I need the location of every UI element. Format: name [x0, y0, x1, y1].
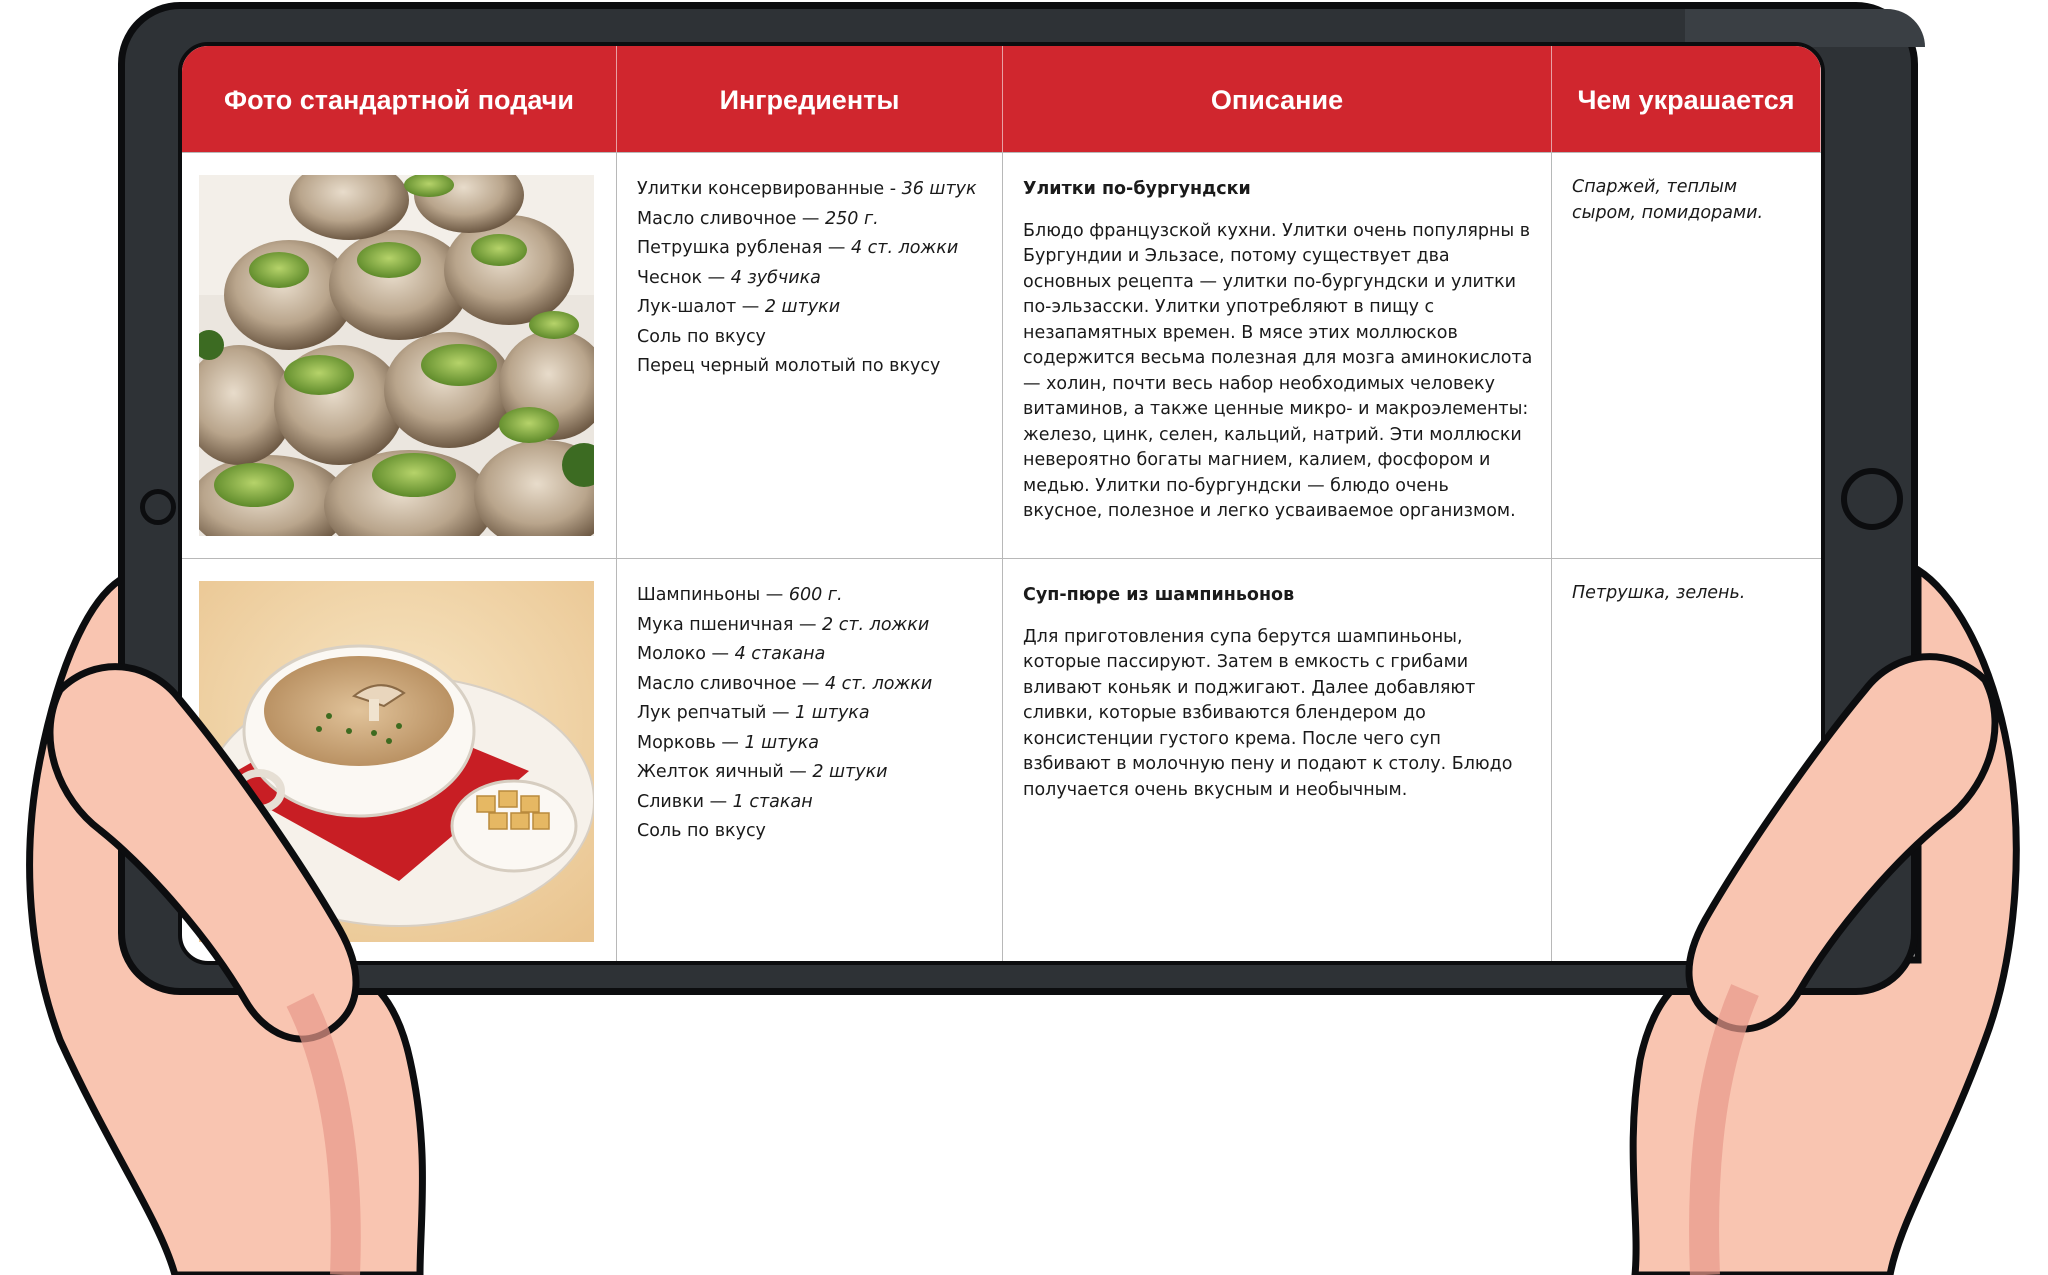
header-photo: Фото стандартной подачи — [182, 46, 617, 152]
ingredient-line: Морковь — 1 штука — [637, 732, 820, 753]
header-ingredients: Ингредиенты — [617, 46, 1003, 152]
ingredient-line: Перец черный молотый по вкусу — [637, 356, 941, 376]
dish-title: Суп-пюре из шампиньонов — [1023, 585, 1295, 605]
ingredient-line: Соль по вкусу — [637, 821, 766, 841]
ingredient-line: Мука пшеничная — 2 ст. ложки — [637, 614, 930, 635]
ingredient-line: Масло сливочное — 250 г. — [637, 208, 879, 229]
ingredient-line: Петрушка рубленая — 4 ст. ложки — [637, 238, 959, 258]
dish-description: Блюдо французской кухни. Улитки очень популярны в Бургундии и Эльзасе, потому существует два основных рецепта — улитки по-бургундски и улитки по-эльзасски. Улитки употребляют в пищу с незапамятных времен. В мясе этих моллюсков содержится весьма полезная для мозга аминокислота — холин, почти весь набор необходимых человеку витаминов, а также ценные микро- и макроэлементы: железо, цинк, селен, кальций, натрий. Эти моллюски невероятно богаты магнием, калием, фосфором и медью. Улитки по-бургундски — блюдо очень вкусное, полезное и легко усваиваемое организмом. — [1023, 220, 1533, 521]
ingredient-line: Лук-шалот — 2 штуки — [637, 297, 841, 317]
header-garnish: Чем украшается — [1552, 46, 1821, 152]
garnish-text: Петрушка, зелень. — [1572, 583, 1746, 603]
ingredient-line: Сливки — 1 стакан — [637, 791, 813, 812]
ingredient-line: Соль по вкусу — [637, 326, 766, 347]
dish-description: Для приготовления супа берутся шампиньоны, которые пассируют. Затем в емкость с грибами вливают коньяк и поджигают. Далее добавляют сливки, которые взбиваются блендером до консистенции густого крема. После чего суп взбивают в молочную пену и подают к столу. Блюдо получается очень вкусным и необычным. — [1023, 626, 1513, 800]
ingredient-line: Молоко — 4 стакана — [637, 644, 826, 664]
ingredient-line: Лук репчатый — 1 штука — [637, 703, 870, 723]
ingredient-line: Улитки консервированные - 36 штук — [637, 179, 977, 199]
garnish-text: Спаржей, теплым сыром, помидорами. — [1572, 177, 1764, 223]
header-description: Описание — [1003, 46, 1552, 152]
ingredient-line: Желток яичный — 2 штуки — [637, 762, 888, 782]
ingredient-line: Чеснок — 4 зубчика — [637, 267, 821, 288]
dish-title: Улитки по-бургундски — [1023, 179, 1251, 199]
ingredient-line: Масло сливочное — 4 ст. ложки — [637, 673, 933, 694]
ingredient-line: Шампиньоны — 600 г. — [637, 585, 843, 605]
